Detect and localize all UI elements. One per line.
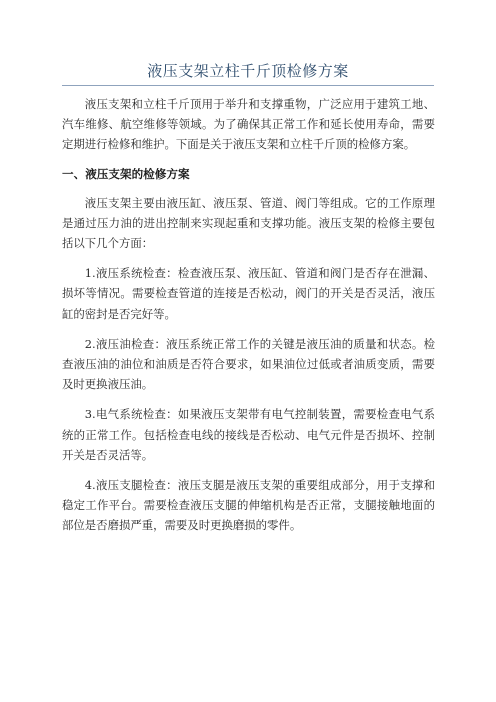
section-heading: 一、液压支架的检修方案 (62, 166, 190, 181)
intro-paragraph: 液压支架和立柱千斤顶用于举升和支撑重物，广泛应用于建筑工地、汽车维修、航空维修等领域。为了确保其正常工作和延长使用寿命，需要定期进行检修和维护。下面是关于液压支架和立柱千斤顶的检修方案。 (62, 97, 435, 152)
list-item-hydraulic-system: 1.液压系统检查：检查液压泵、液压缸、管道和阀门是否存在泄漏、损坏等情况。需要检查管道的连接是否松动，阀门的开关是否灵活，液压缸的密封是否完好等。 (62, 266, 435, 321)
list-item-electrical-system: 3.电气系统检查：如果液压支架带有电气控制装置，需要检查电气系统的正常工作。包括检查电线的接线是否松动、电气元件是否损坏、控制开关是否灵活等。 (62, 407, 435, 462)
document-title: 液压支架立柱千斤顶检修方案 (147, 62, 349, 80)
list-item-support-legs: 4.液压支腿检查：液压支腿是液压支架的重要组成部分，用于支撑和稳定工作平台。需要检查液压支腿的伸缩机构是否正常，支腿接触地面的部位是否磨损严重，需要及时更换磨损的零件。 (62, 478, 435, 533)
title-underline (62, 85, 434, 86)
document-body (62, 94, 435, 536)
section-lead-paragraph: 液压支架主要由液压缸、液压泵、管道、阀门等组成。它的工作原理是通过压力油的进出控制来实现起重和支撑功能。液压支架的检修主要包括以下几个方面： (62, 195, 435, 251)
list-item-hydraulic-oil: 2.液压油检查：液压系统正常工作的关键是液压油的质量和状态。检查液压油的油位和油质是否符合要求，如果油位过低或者油质变质，需要及时更换液压油。 (62, 336, 435, 392)
